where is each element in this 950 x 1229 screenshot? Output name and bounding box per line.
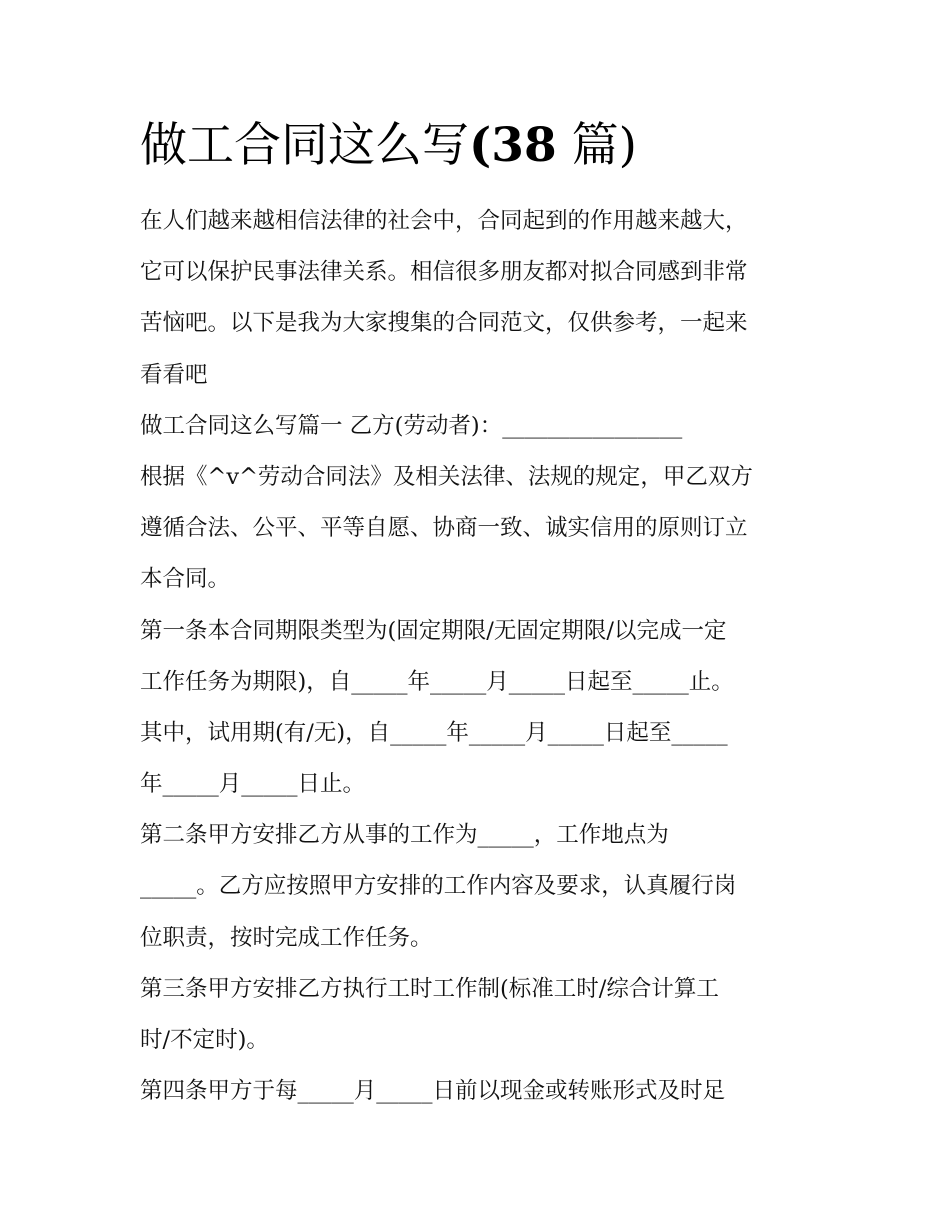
text-line-12: 年_____月_____日止。	[140, 771, 366, 798]
text-line-4: 看看吧	[140, 361, 208, 388]
text-line-15: 位职责，按时完成工作任务。	[140, 924, 433, 951]
title-prefix: 做工合同这么写	[140, 118, 469, 173]
text-line-13: 第二条甲方安排乙方从事的工作为_____，工作地点为	[140, 822, 669, 849]
text-line-9: 第一条本合同期限类型为(固定期限/无固定期限/以完成一定	[140, 617, 727, 644]
text-line-7: 遵循合法、公平、平等自愿、协商一致、诚实信用的原则订立	[140, 515, 748, 542]
text-line-2: 它可以保护民事法律关系。相信很多朋友都对拟合同感到非常	[140, 259, 748, 286]
text-line-3: 苦恼吧。以下是我为大家搜集的合同范文，仅供参考，一起来	[140, 310, 748, 337]
document-body	[140, 196, 820, 1117]
text-line-18: 第四条甲方于每_____月_____日前以现金或转账形式及时足	[140, 1078, 726, 1105]
document-title	[140, 110, 637, 182]
text-line-11: 其中，试用期(有/无)，自_____年_____月_____日起至_____	[140, 719, 728, 746]
text-line-8: 本合同。	[140, 566, 231, 593]
text-line-16: 第三条甲方安排乙方执行工时工作制(标准工时/综合计算工	[140, 975, 719, 1002]
text-line-14: _____。乙方应按照甲方安排的工作内容及要求，认真履行岗	[140, 873, 737, 900]
text-line-10: 工作任务为期限)，自_____年_____月_____日起至_____止。	[140, 668, 734, 695]
text-line-17: 时/不定时)。	[140, 1027, 269, 1053]
title-number: (38	[469, 118, 557, 173]
text-line-5: 做工合同这么写篇一 乙方(劳动者)：________________	[140, 412, 683, 439]
text-line-1: 在人们越来越相信法律的社会中，合同起到的作用越来越大，	[140, 208, 748, 234]
title-suffix: 篇)	[556, 118, 637, 173]
text-line-6: 根据《^v^劳动合同法》及相关法律、法规的规定，甲乙双方	[140, 463, 753, 490]
